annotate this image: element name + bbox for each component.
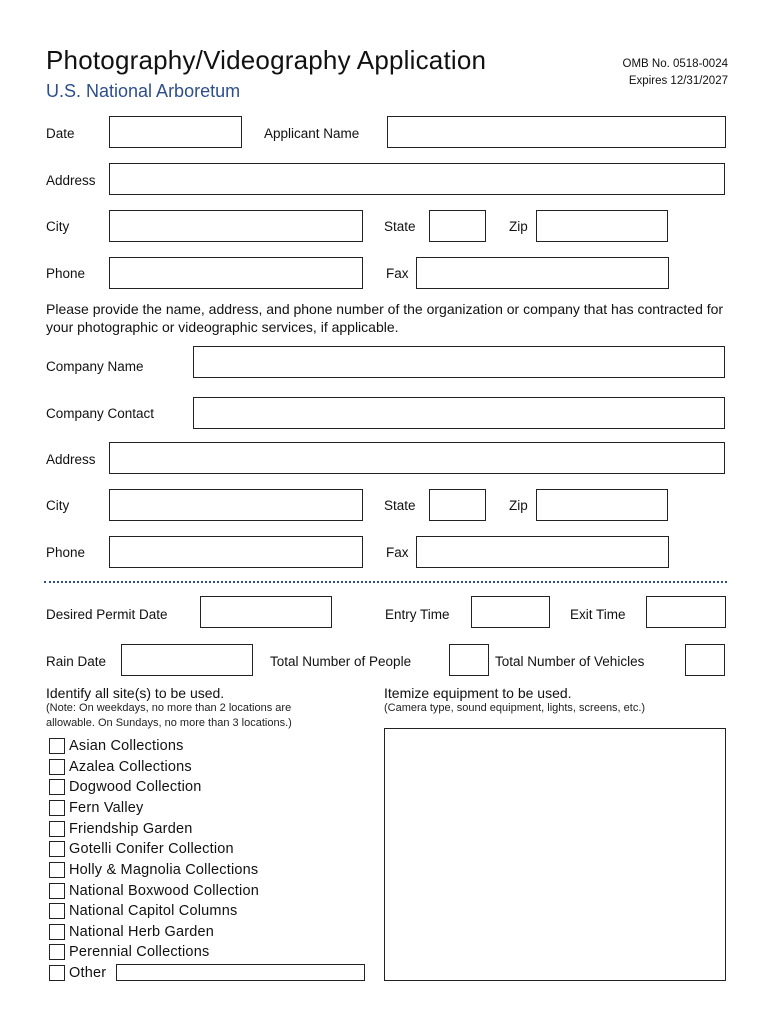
site-label: Friendship Garden xyxy=(69,821,193,837)
site-capitol-columns[interactable] xyxy=(49,902,237,920)
sites-note-line2: allowable. On Sundays, no more than 3 locations.) xyxy=(46,717,292,729)
site-checkbox[interactable] xyxy=(49,738,65,754)
company-phone-label: Phone xyxy=(46,545,86,560)
site-checkbox[interactable] xyxy=(49,862,65,878)
omb-expires: Expires 12/31/2027 xyxy=(628,75,728,87)
site-label: Perennial Collections xyxy=(69,944,210,960)
company-fax-field[interactable] xyxy=(416,536,669,568)
site-label: Fern Valley xyxy=(69,800,144,816)
sites-heading: Identify all site(s) to be used. xyxy=(46,685,225,701)
phone-field[interactable] xyxy=(109,257,363,289)
site-herb-garden[interactable] xyxy=(49,923,214,941)
total-vehicles-label: Total Number of Vehicles xyxy=(495,654,645,669)
site-label: National Boxwood Collection xyxy=(69,883,259,899)
company-contact-field[interactable] xyxy=(193,397,725,429)
site-checkbox[interactable] xyxy=(49,965,65,981)
fax-label: Fax xyxy=(386,266,409,281)
applicant-name-field[interactable] xyxy=(387,116,726,148)
state-field[interactable] xyxy=(429,210,486,242)
applicant-name-label: Applicant Name xyxy=(264,126,360,141)
site-label: Holly & Magnolia Collections xyxy=(69,862,259,878)
site-label: Other xyxy=(69,965,107,981)
total-people-label: Total Number of People xyxy=(270,654,412,669)
address-label: Address xyxy=(46,173,96,188)
site-label: National Herb Garden xyxy=(69,924,215,940)
fax-field[interactable] xyxy=(416,257,669,289)
page-subtitle: U.S. National Arboretum xyxy=(46,81,241,101)
rain-date-label: Rain Date xyxy=(46,654,107,669)
section-divider xyxy=(44,581,727,583)
state-label: State xyxy=(384,219,416,234)
site-dogwood-collection[interactable] xyxy=(49,778,202,796)
site-checkbox[interactable] xyxy=(49,903,65,919)
equipment-note: (Camera type, sound equipment, lights, screens, etc.) xyxy=(384,702,646,714)
rain-date-field[interactable] xyxy=(121,644,253,676)
site-checkbox[interactable] xyxy=(49,944,65,960)
site-checkbox[interactable] xyxy=(49,821,65,837)
equipment-textarea[interactable] xyxy=(384,728,726,981)
site-label: Azalea Collections xyxy=(69,759,192,775)
site-label: Gotelli Conifer Collection xyxy=(69,841,234,857)
company-contact-label: Company Contact xyxy=(46,406,155,421)
site-label: National Capitol Columns xyxy=(69,903,238,919)
company-address-label: Address xyxy=(46,452,96,467)
company-city-field[interactable] xyxy=(109,489,363,521)
equipment-heading: Itemize equipment to be used. xyxy=(384,685,572,701)
company-name-label: Company Name xyxy=(46,359,144,374)
site-checkbox[interactable] xyxy=(49,779,65,795)
company-zip-label: Zip xyxy=(509,498,528,513)
site-asian-collections[interactable] xyxy=(49,737,184,755)
sites-note xyxy=(46,701,292,731)
entry-time-label: Entry Time xyxy=(385,607,450,622)
phone-label: Phone xyxy=(46,266,86,281)
site-checkbox[interactable] xyxy=(49,800,65,816)
city-field[interactable] xyxy=(109,210,363,242)
page-title: Photography/Videography Application xyxy=(46,45,487,75)
city-label: City xyxy=(46,219,70,234)
site-national-boxwood[interactable] xyxy=(49,882,259,900)
exit-time-label: Exit Time xyxy=(570,607,626,622)
company-address-field[interactable] xyxy=(109,442,725,474)
site-gotelli-conifer[interactable] xyxy=(49,840,234,858)
other-site-field[interactable] xyxy=(116,964,365,981)
site-label: Dogwood Collection xyxy=(69,779,202,795)
company-city-label: City xyxy=(46,498,70,513)
site-checkbox[interactable] xyxy=(49,759,65,775)
total-people-field[interactable] xyxy=(449,644,489,676)
company-state-label: State xyxy=(384,498,416,513)
company-name-field[interactable] xyxy=(193,346,725,378)
address-field[interactable] xyxy=(109,163,725,195)
site-label: Asian Collections xyxy=(69,738,184,754)
site-other[interactable] xyxy=(49,964,106,982)
omb-block xyxy=(560,56,728,90)
total-vehicles-field[interactable] xyxy=(685,644,725,676)
date-label: Date xyxy=(46,126,75,141)
site-friendship-garden[interactable] xyxy=(49,820,193,838)
desired-permit-date-field[interactable] xyxy=(200,596,332,628)
zip-field[interactable] xyxy=(536,210,668,242)
sites-note-line1: (Note: On weekdays, no more than 2 locations are xyxy=(46,702,292,714)
omb-number: OMB No. 0518-0024 xyxy=(622,58,728,70)
site-checkbox[interactable] xyxy=(49,924,65,940)
site-fern-valley[interactable] xyxy=(49,799,143,817)
site-holly-magnolia[interactable] xyxy=(49,861,258,879)
zip-label: Zip xyxy=(509,219,528,234)
desired-permit-date-label: Desired Permit Date xyxy=(46,607,168,622)
date-field[interactable] xyxy=(109,116,242,148)
exit-time-field[interactable] xyxy=(646,596,726,628)
site-perennial-collections[interactable] xyxy=(49,943,209,961)
company-state-field[interactable] xyxy=(429,489,486,521)
entry-time-field[interactable] xyxy=(471,596,550,628)
site-checkbox[interactable] xyxy=(49,841,65,857)
company-zip-field[interactable] xyxy=(536,489,668,521)
company-phone-field[interactable] xyxy=(109,536,363,568)
site-checkbox[interactable] xyxy=(49,883,65,899)
site-azalea-collections[interactable] xyxy=(49,758,192,776)
company-instructions: Please provide the name, address, and phone number of the organization or company that has contracted for your photographic or videographic services, if applicable. xyxy=(46,301,724,335)
company-fax-label: Fax xyxy=(386,545,409,560)
